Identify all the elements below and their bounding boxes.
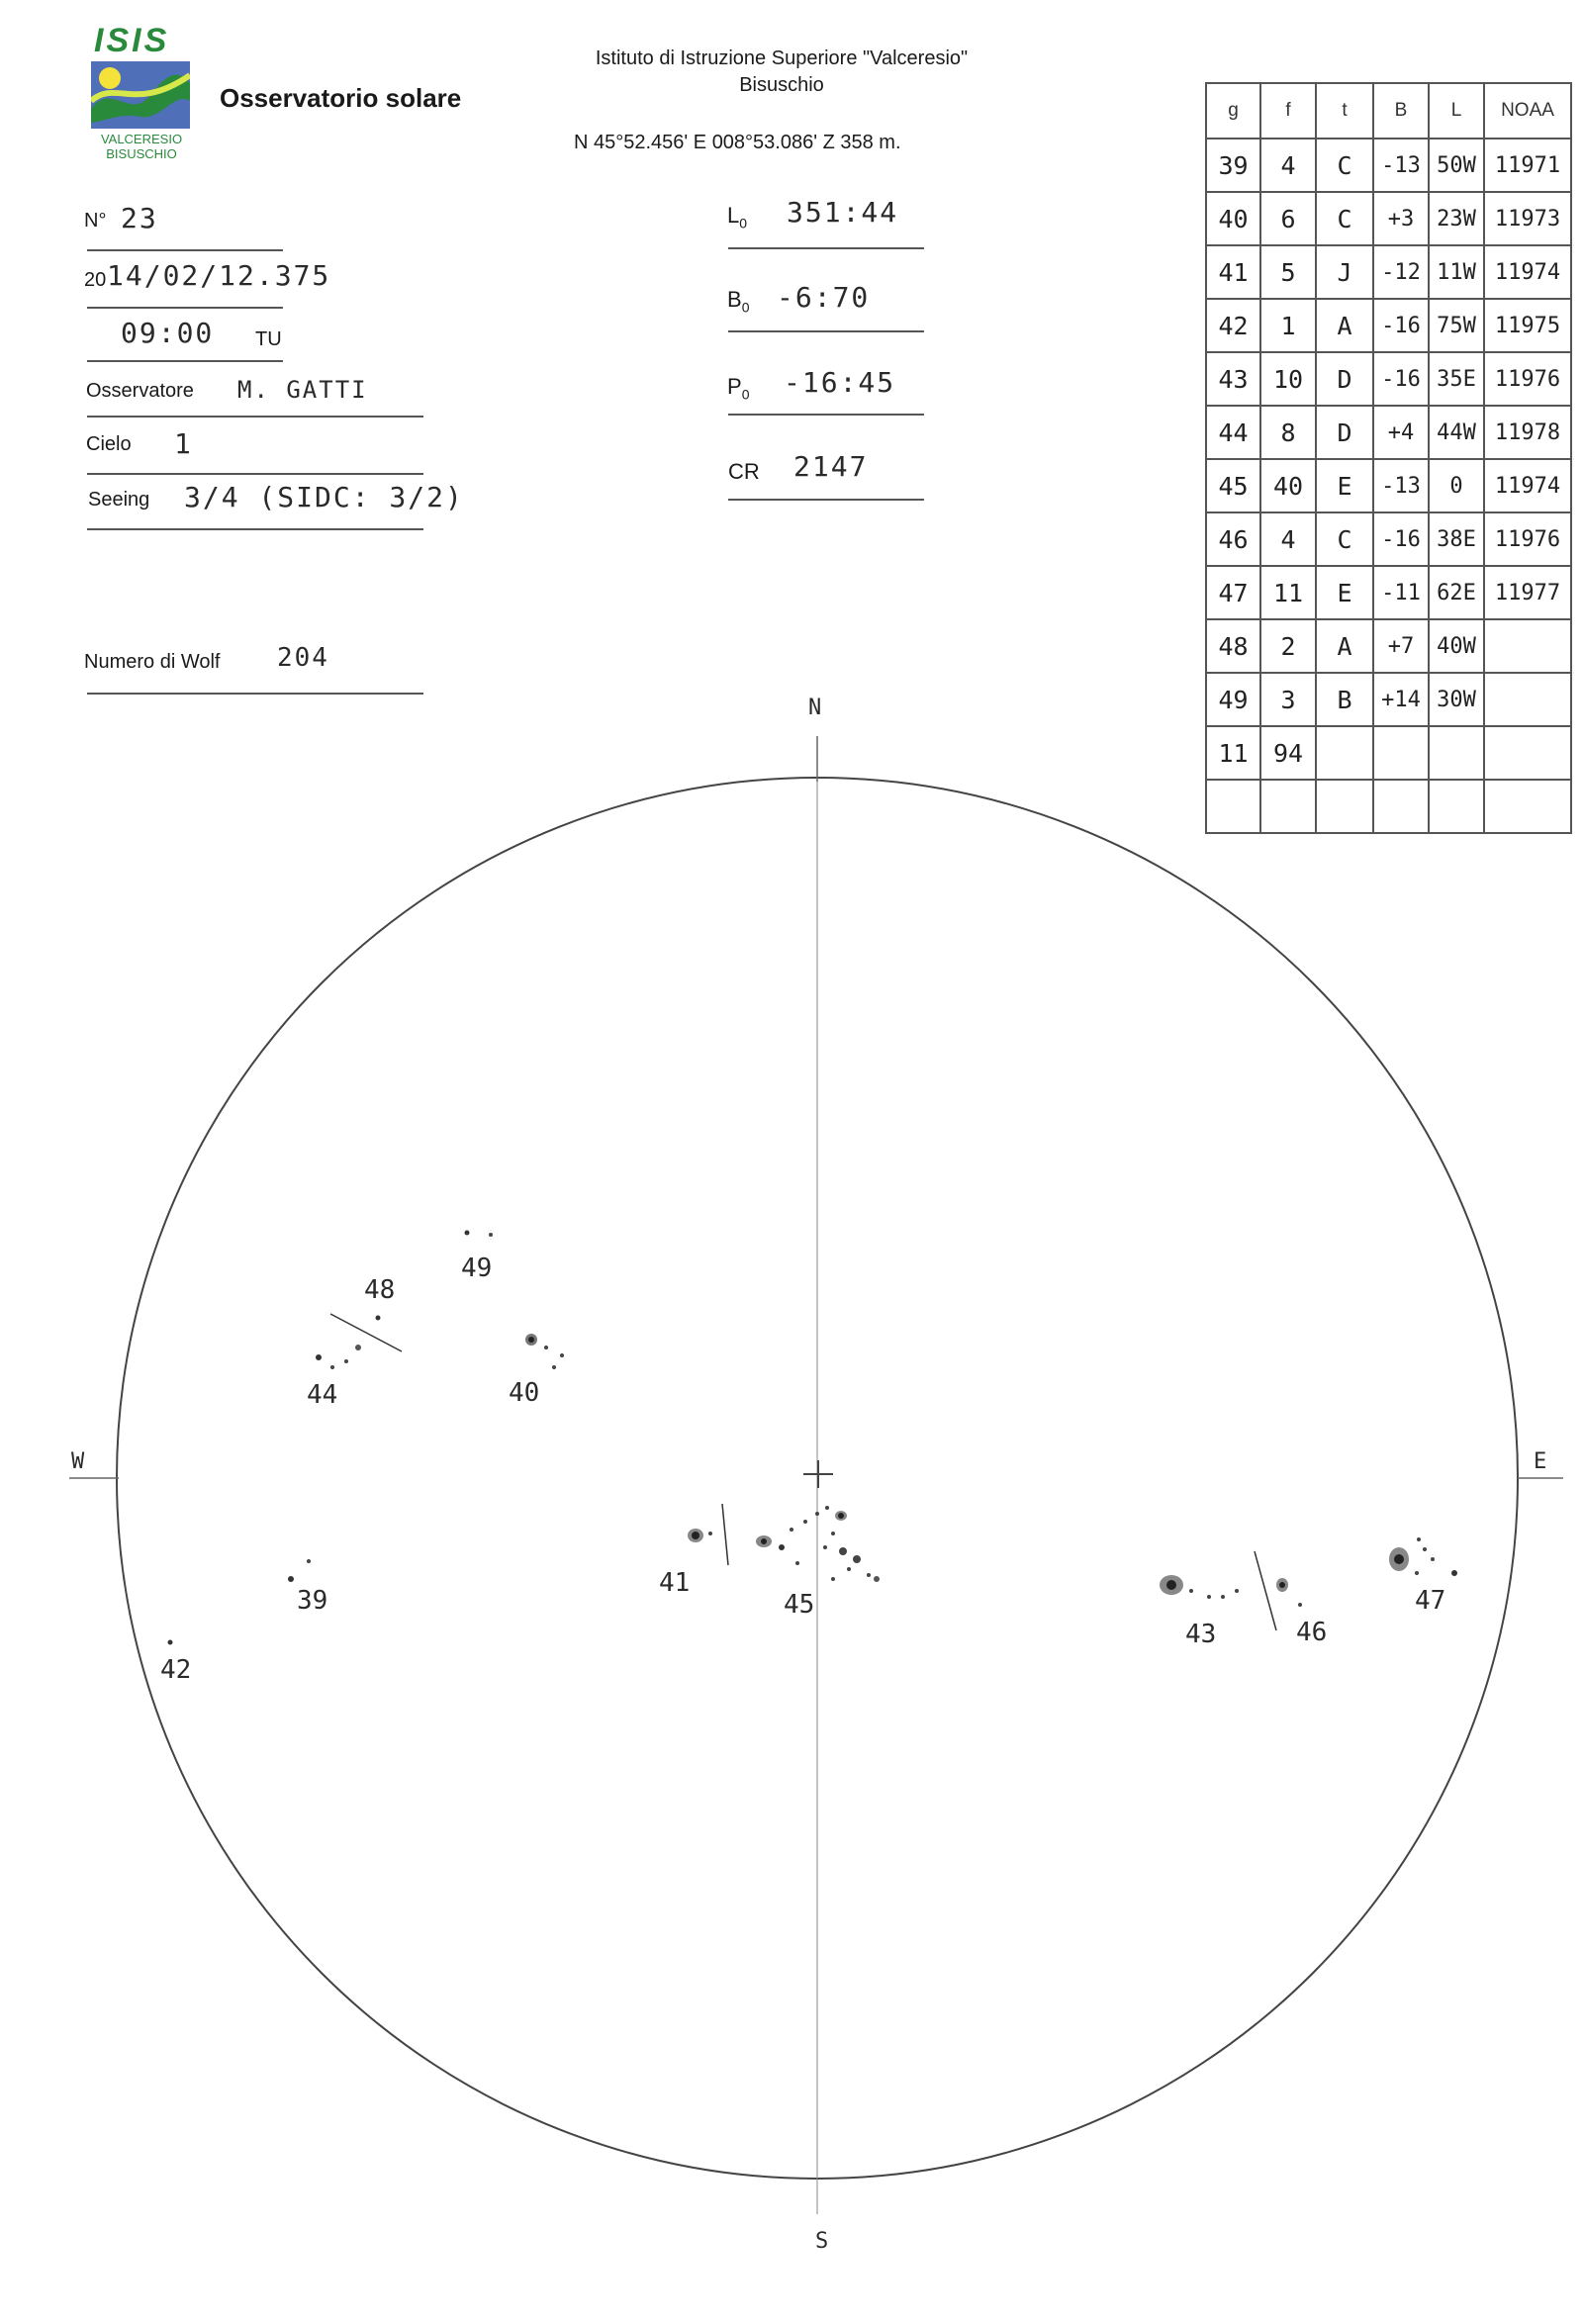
observatory-title: Osservatorio solare [220, 83, 462, 113]
carrington-rotation-label: CR [728, 459, 760, 484]
header-noaa: NOAA [1484, 83, 1571, 139]
svg-text:47: 47 [1415, 1586, 1446, 1616]
cell-type: D [1316, 406, 1373, 459]
cell-latitude: +7 [1373, 619, 1429, 673]
cell-spots: 11 [1260, 566, 1316, 619]
svg-text:44: 44 [307, 1380, 338, 1410]
svg-text:43: 43 [1185, 1620, 1217, 1649]
wolf-number-value: 204 [277, 643, 329, 673]
cell-noaa: 11978 [1484, 406, 1571, 459]
cell-type: C [1316, 139, 1373, 192]
cell-type: A [1316, 299, 1373, 352]
north-label: N [808, 696, 822, 720]
logo-subtitle-1: VALCERESIO [100, 132, 183, 146]
sky-value: 1 [174, 427, 193, 460]
B0-value: -6:70 [777, 281, 871, 314]
carrington-rotation-value: 2147 [793, 450, 869, 483]
cell-longitude: 30W [1429, 673, 1484, 726]
svg-text:45: 45 [784, 1590, 815, 1620]
cell-noaa: 11977 [1484, 566, 1571, 619]
logo-subtitle-2: BISUSCHIO [106, 146, 177, 161]
cell-noaa: 11976 [1484, 352, 1571, 406]
cell-spots: 2 [1260, 619, 1316, 673]
cell-spots: 6 [1260, 192, 1316, 245]
sunspot-group-44 [307, 1314, 402, 1410]
observer-value: M. GATTI [237, 376, 368, 404]
P0-value: -16:45 [784, 366, 896, 399]
cell-type: C [1316, 512, 1373, 566]
seeing-label: Seeing [88, 489, 150, 511]
cell-latitude: -13 [1373, 139, 1429, 192]
cell-spots: 94 [1260, 726, 1316, 780]
number-label: N° [84, 210, 107, 232]
cell-longitude: 44W [1429, 406, 1484, 459]
cell-group: 41 [1206, 245, 1260, 299]
cell-latitude: +14 [1373, 673, 1429, 726]
observer-label: Osservatore [86, 380, 194, 402]
number-value: 23 [121, 202, 158, 234]
svg-text:49: 49 [461, 1254, 493, 1283]
cell-type: B [1316, 673, 1373, 726]
cell-latitude: +3 [1373, 192, 1429, 245]
cell-group: 43 [1206, 352, 1260, 406]
sunspot-group-40 [509, 1334, 564, 1408]
cell-group: 49 [1206, 673, 1260, 726]
cell-noaa: 11973 [1484, 192, 1571, 245]
east-label: E [1534, 1449, 1547, 1474]
header-latitude: B [1373, 83, 1429, 139]
sunspot-group-46 [1255, 1551, 1327, 1647]
cell-noaa: 11976 [1484, 512, 1571, 566]
sunspot-group-47 [1389, 1537, 1457, 1616]
cell-type: A [1316, 619, 1373, 673]
L0-label: $L_0$ [727, 203, 748, 232]
south-label: S [815, 2229, 829, 2254]
cell-longitude: 62E [1429, 566, 1484, 619]
cell-longitude: 11W [1429, 245, 1484, 299]
seeing-value: 3/4 (SIDC: 3/2) [184, 481, 464, 513]
svg-text:39: 39 [297, 1586, 328, 1616]
sunspot-group-39 [288, 1559, 327, 1616]
cell-latitude: -16 [1373, 352, 1429, 406]
cell-group: 11 [1206, 726, 1260, 780]
cell-group: 44 [1206, 406, 1260, 459]
sunspot-group-48 [364, 1275, 395, 1305]
cell-spots: 4 [1260, 512, 1316, 566]
time-value: 09:00 [121, 317, 215, 349]
observatory-coordinates: N 45°52.456' E 008°53.086' Z 358 m. [574, 132, 901, 153]
svg-text:41: 41 [659, 1568, 691, 1598]
P0-label: $P_0$ [727, 374, 750, 403]
sky-label: Cielo [86, 433, 132, 455]
sunspot-group-43 [1160, 1575, 1239, 1649]
cell-type: E [1316, 566, 1373, 619]
cell-spots: 10 [1260, 352, 1316, 406]
svg-text:40: 40 [509, 1378, 540, 1408]
institute-name: Istituto di Istruzione Superiore "Valceresio" [595, 47, 969, 69]
cell-spots: 40 [1260, 459, 1316, 512]
cell-latitude: -12 [1373, 245, 1429, 299]
svg-text:48: 48 [364, 1275, 396, 1305]
svg-text:42: 42 [160, 1655, 192, 1685]
cell-group: 45 [1206, 459, 1260, 512]
header-longitude: L [1429, 83, 1484, 139]
cell-noaa: 11971 [1484, 139, 1571, 192]
cell-type: D [1316, 352, 1373, 406]
cell-spots: 4 [1260, 139, 1316, 192]
west-label: W [71, 1449, 85, 1474]
cell-group: 40 [1206, 192, 1260, 245]
date-value: 14/02/12.375 [107, 259, 331, 292]
cell-longitude: 23W [1429, 192, 1484, 245]
cell-type: J [1316, 245, 1373, 299]
cell-longitude: 35E [1429, 352, 1484, 406]
cell-longitude: 75W [1429, 299, 1484, 352]
cell-group: 39 [1206, 139, 1260, 192]
cell-noaa: 11975 [1484, 299, 1571, 352]
cell-group: 48 [1206, 619, 1260, 673]
L0-value: 351:44 [787, 196, 899, 229]
cell-latitude: -16 [1373, 299, 1429, 352]
cell-noaa: 11974 [1484, 245, 1571, 299]
cell-noaa: 11974 [1484, 459, 1571, 512]
cell-group: 47 [1206, 566, 1260, 619]
sunspot-group-49 [461, 1231, 493, 1284]
B0-label: $B_0$ [727, 287, 750, 316]
header-type: t [1316, 83, 1373, 139]
cell-latitude: -11 [1373, 566, 1429, 619]
header-group: g [1206, 83, 1260, 139]
header-spots: f [1260, 83, 1316, 139]
cell-latitude: -16 [1373, 512, 1429, 566]
cell-spots: 8 [1260, 406, 1316, 459]
logo-wordmark: ISIS [94, 22, 170, 59]
cell-group: 46 [1206, 512, 1260, 566]
cell-spots: 1 [1260, 299, 1316, 352]
cell-longitude: 40W [1429, 619, 1484, 673]
cell-longitude: 50W [1429, 139, 1484, 192]
cell-latitude: +4 [1373, 406, 1429, 459]
sunspot-group-41 [659, 1504, 728, 1598]
cell-latitude: -13 [1373, 459, 1429, 512]
cell-longitude: 0 [1429, 459, 1484, 512]
wolf-number-label: Numero di Wolf [84, 651, 221, 673]
date-prefix: 20 [84, 269, 107, 291]
cell-longitude: 38E [1429, 512, 1484, 566]
cell-type: C [1316, 192, 1373, 245]
time-unit: TU [255, 328, 282, 350]
cell-type: E [1316, 459, 1373, 512]
sunspot-group-42 [160, 1640, 191, 1686]
institute-town: Bisuschio [739, 74, 824, 96]
svg-text:46: 46 [1296, 1618, 1328, 1647]
cell-spots: 5 [1260, 245, 1316, 299]
cell-group: 42 [1206, 299, 1260, 352]
cell-spots: 3 [1260, 673, 1316, 726]
